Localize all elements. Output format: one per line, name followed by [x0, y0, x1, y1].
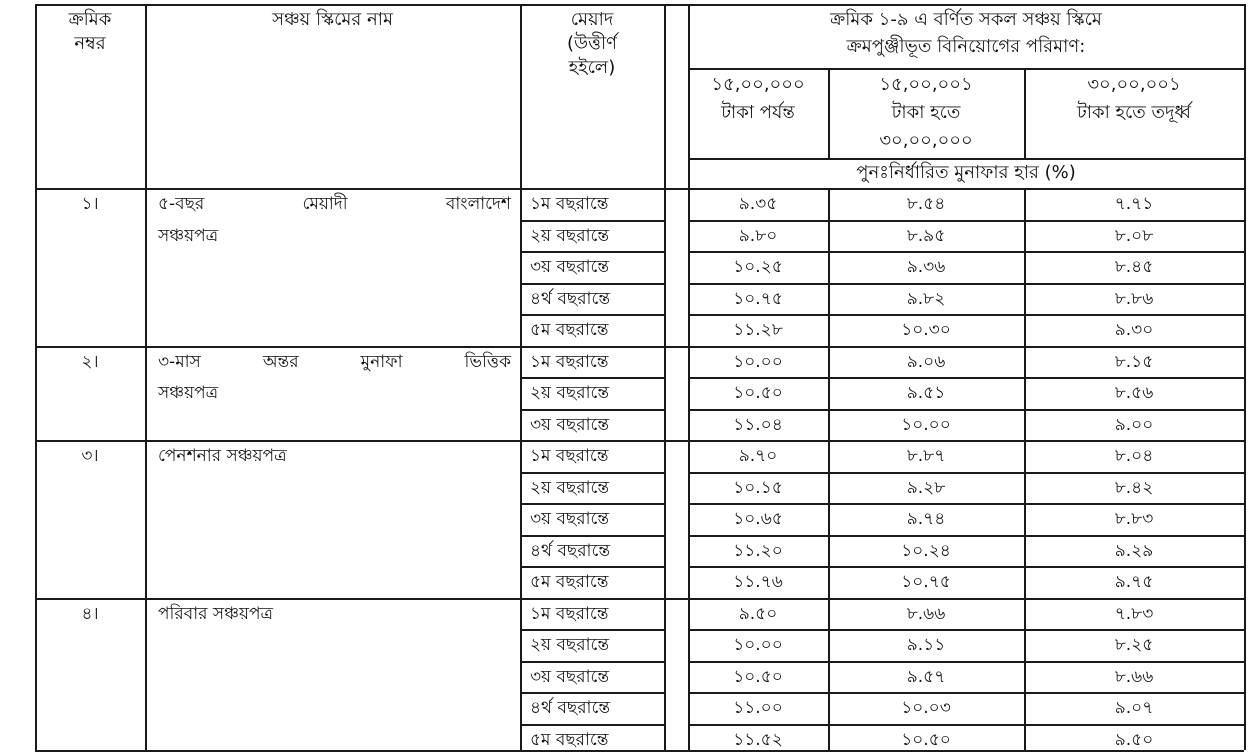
slab-header-3: টাকা হতে তদূর্ধ্ব	[1076, 102, 1192, 123]
rate-cell-slab-1: ১১.৭৬	[733, 572, 783, 592]
rate-cell-slab-3: ৯.৭৫	[1114, 572, 1154, 592]
investment-header: ক্রমিক ১-৯ এ বর্ণিত সকল সঞ্চয় স্কিমে	[830, 9, 1102, 30]
term-cell: ২য় বছরান্তে	[530, 383, 610, 403]
rate-cell-slab-1: ১১.২০	[733, 540, 783, 561]
row-divider	[688, 472, 1244, 474]
term-cell: ৩য় বছরান্তে	[530, 257, 610, 277]
table-top-border	[35, 4, 1244, 6]
scheme-name-line	[158, 193, 511, 215]
term-cell: ৩য় বছরান্তে	[530, 509, 610, 529]
term-cell: ৪র্থ বছরান্তে	[530, 540, 611, 561]
term-cell: ৫ম বছরান্তে	[530, 320, 609, 340]
row-divider	[688, 503, 1244, 505]
rate-cell-slab-1: ১০.৫০	[733, 666, 783, 687]
rate-cell-slab-2: ৯.৫১	[906, 383, 946, 403]
row-divider	[688, 314, 1244, 316]
rate-cell-slab-1: ১১.২৮	[733, 320, 783, 340]
rate-cell-slab-1: ১০.৫০	[733, 383, 783, 403]
rate-cell-slab-2: ৯.৩৬	[906, 257, 946, 277]
rate-cell-slab-1: ১১.০৪	[733, 414, 783, 435]
term-cell: ৫ম বছরান্তে	[530, 729, 609, 750]
border-term	[664, 4, 666, 750]
rate-cell-slab-1: ৯.৩৫	[738, 194, 778, 214]
rate-cell-slab-2: ১০.৩০	[901, 320, 951, 340]
border-slab-1-body	[828, 188, 830, 750]
rate-cell-slab-3: ৯.০০	[1114, 414, 1154, 435]
term-cell: ২য় বছরান্তে	[530, 225, 610, 246]
serial-header: নম্বর	[74, 33, 106, 54]
rate-cell-slab-2: ৯.৮২	[906, 288, 946, 309]
rate-cell-slab-1: ১০.০০	[733, 635, 783, 655]
rate-cell-slab-2: ৮.৬৬	[906, 603, 946, 624]
term-cell: ১ম বছরান্তে	[530, 351, 609, 372]
scheme-name-word: ভিত্তিক	[464, 351, 511, 372]
slab-header-2: টাকা হতে	[891, 102, 961, 123]
row-divider	[520, 692, 664, 694]
row-divider	[688, 629, 1244, 631]
rate-cell-slab-1: ১০.০০	[733, 351, 783, 372]
border-left	[35, 4, 37, 750]
border-right	[1244, 4, 1246, 750]
rate-cell-slab-2: ১০.০৩	[901, 698, 951, 718]
row-divider	[520, 661, 664, 663]
rate-cell-slab-2: ১০.২৪	[901, 540, 951, 561]
scheme-serial: ২।	[81, 351, 99, 372]
rate-cell-slab-1: ১১.৫২	[733, 729, 783, 750]
rate-cell-slab-2: ১০.০০	[901, 414, 951, 435]
rate-cell-slab-1: ৯.৮০	[738, 225, 778, 246]
rate-cell-slab-3: ৮.৮৬	[1114, 288, 1154, 309]
rate-cell-slab-1: ৯.৫০	[738, 603, 778, 624]
term-cell: ৩য় বছরান্তে	[530, 666, 610, 687]
scheme-name: পেনশনার সঞ্চয়পত্র	[158, 446, 287, 466]
row-divider	[688, 251, 1244, 253]
rate-cell-slab-3: ৮.৬৬	[1114, 666, 1154, 687]
scheme-name-word: মেয়াদী	[302, 194, 348, 214]
scheme-name-line: সঞ্চয়পত্র	[158, 225, 219, 246]
scheme-name-word: ৩-মাস	[158, 351, 201, 372]
row-divider	[520, 377, 664, 379]
row-divider	[688, 724, 1244, 726]
scheme-serial: ৪।	[81, 603, 99, 624]
term-header: হইলে)	[568, 57, 616, 78]
scheme-name-word: অন্তর	[262, 351, 299, 372]
scheme-serial: ১।	[81, 194, 99, 214]
scheme-name-line	[158, 351, 511, 373]
term-cell: ৩য় বছরান্তে	[530, 414, 610, 435]
rate-cell-slab-1: ১০.৭৫	[733, 288, 783, 309]
rate-cell-slab-2: ১০.৫০	[901, 729, 951, 750]
serial-header: ক্রমিক	[68, 9, 112, 30]
term-cell: ১ম বছরান্তে	[530, 446, 609, 466]
term-cell: ১ম বছরান্তে	[530, 194, 609, 214]
row-divider	[688, 692, 1244, 694]
investment-header: ক্রমপুঞ্জীভূত বিনিয়োগের পরিমাণ:	[846, 36, 1086, 57]
rate-cell-slab-1: ৯.৭০	[738, 446, 778, 466]
border-rate-left	[688, 4, 690, 750]
rate-cell-slab-3: ৮.২৫	[1114, 635, 1154, 655]
rate-cell-slab-1: ১০.৬৫	[733, 509, 783, 529]
row-divider	[520, 220, 664, 222]
rate-cell-slab-3: ৮.০৮	[1114, 225, 1154, 246]
header-bottom-border	[35, 188, 1244, 190]
row-divider	[520, 251, 664, 253]
slab-header-3: ৩০,০০,০০১	[1087, 74, 1181, 95]
row-divider	[688, 409, 1244, 411]
term-header: (উত্তীর্ণ	[567, 33, 617, 54]
rate-cell-slab-2: ৯.৭৪	[906, 509, 946, 529]
term-header: মেয়াদ	[570, 9, 614, 30]
scheme-name-word: মুনাফা	[360, 351, 403, 372]
row-divider	[688, 566, 1244, 568]
scheme-name-word: ৫-বছর	[158, 194, 205, 214]
rate-cell-slab-1: ১০.১৫	[733, 477, 783, 498]
slab-header-1: টাকা পর্যন্ত	[721, 102, 795, 123]
rate-cell-slab-2: ৮.৮৭	[906, 446, 946, 466]
term-cell: ৫ম বছরান্তে	[530, 572, 609, 592]
border-slab-2-body	[1024, 188, 1026, 750]
rate-cell-slab-3: ৮.৫৬	[1114, 383, 1154, 403]
row-divider	[688, 377, 1244, 379]
scheme-name-line: সঞ্চয়পত্র	[158, 383, 219, 403]
rate-cell-slab-3: ৭.৮৩	[1114, 603, 1154, 624]
rate-cell-slab-2: ৯.০৬	[906, 351, 946, 372]
border-name	[520, 4, 522, 750]
rate-cell-slab-3: ৯.০৭	[1114, 698, 1154, 718]
rate-cell-slab-1: ১১.০০	[733, 698, 783, 718]
row-divider	[688, 220, 1244, 222]
row-divider	[688, 283, 1244, 285]
rate-title-border	[688, 158, 1244, 160]
rate-title: পুনঃনির্ধারিত মুনাফার হার (%)	[856, 162, 1076, 183]
rate-cell-slab-3: ৯.৩০	[1114, 320, 1154, 340]
slab-header-1: ১৫,০০,০০০	[711, 74, 805, 95]
rate-cell-slab-2: ৯.১১	[906, 635, 946, 655]
group-divider	[35, 346, 1244, 348]
scheme-serial: ৩।	[81, 446, 99, 466]
term-cell: ২য় বছরান্তে	[530, 477, 610, 498]
row-divider	[520, 314, 664, 316]
rate-cell-slab-3: ৮.০৪	[1114, 446, 1154, 466]
border-slab-1	[828, 68, 830, 158]
row-divider	[688, 661, 1244, 663]
rate-cell-slab-3: ৮.১৫	[1114, 351, 1154, 372]
scheme-name-word: বাংলাদেশ	[445, 194, 511, 214]
row-divider	[520, 535, 664, 537]
row-divider	[520, 629, 664, 631]
scheme-name: পরিবার সঞ্চয়পত্র	[158, 603, 274, 624]
row-divider	[520, 409, 664, 411]
rate-cell-slab-2: ৮.৫৪	[906, 194, 946, 214]
slab-header-2: ৩০,০০,০০০	[879, 130, 973, 151]
row-divider	[688, 535, 1244, 537]
border-slab-2	[1024, 68, 1026, 158]
rate-cell-slab-2: ৯.৫৭	[906, 666, 946, 687]
row-divider	[520, 472, 664, 474]
border-serial	[145, 4, 147, 750]
scheme-name-header: সঞ্চয় স্কিমের নাম	[272, 9, 393, 30]
rate-cell-slab-1: ১০.২৫	[733, 257, 783, 277]
term-cell: ১ম বছরান্তে	[530, 603, 609, 624]
group-divider	[35, 598, 1244, 600]
row-divider	[520, 503, 664, 505]
group-divider	[35, 440, 1244, 442]
rate-cell-slab-2: ৮.৯৫	[906, 225, 946, 246]
rate-cell-slab-2: ৯.২৮	[906, 477, 946, 498]
row-divider	[520, 566, 664, 568]
rate-cell-slab-3: ৮.৮৩	[1114, 509, 1154, 529]
rate-cell-slab-2: ১০.৭৫	[901, 572, 951, 592]
row-divider	[520, 283, 664, 285]
slab-header-2: ১৫,০০,০০১	[879, 74, 973, 95]
term-cell: ৪র্থ বছরান্তে	[530, 288, 611, 309]
rate-cell-slab-3: ৯.২৯	[1114, 540, 1154, 561]
rate-cell-slab-3: ৮.৪২	[1114, 477, 1154, 498]
slab-top-border	[688, 68, 1244, 70]
rate-cell-slab-3: ৭.৭১	[1114, 194, 1154, 214]
term-cell: ২য় বছরান্তে	[530, 635, 610, 655]
rate-cell-slab-3: ৯.৫০	[1114, 729, 1154, 750]
term-cell: ৪র্থ বছরান্তে	[530, 698, 611, 718]
rate-cell-slab-3: ৮.৪৫	[1114, 257, 1154, 277]
row-divider	[520, 724, 664, 726]
